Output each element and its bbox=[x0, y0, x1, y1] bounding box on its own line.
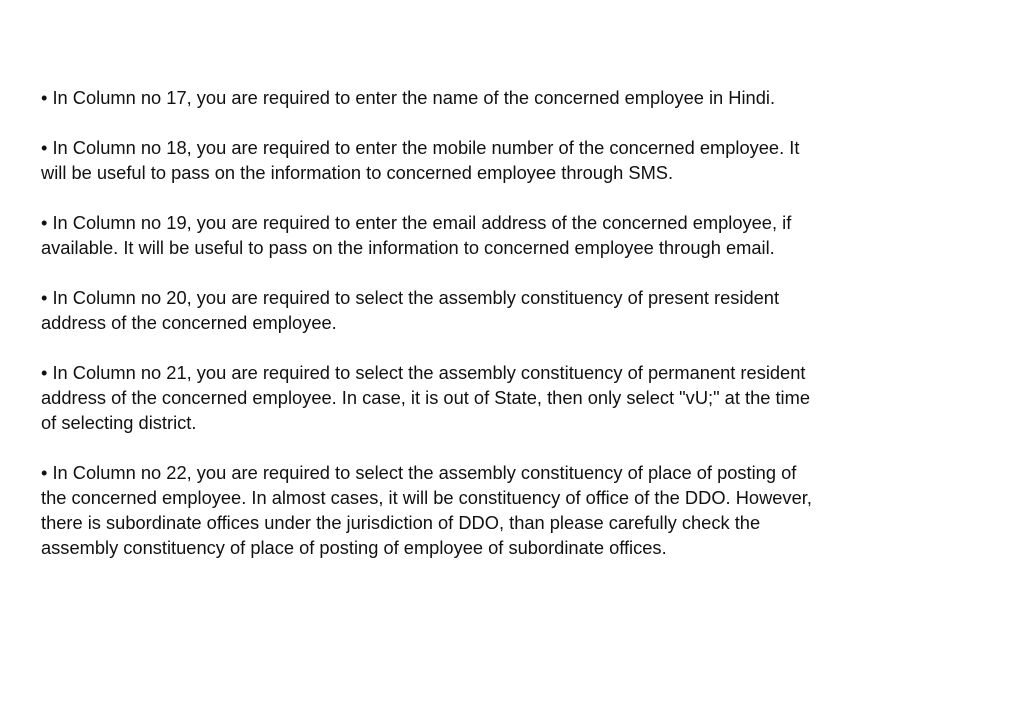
text-line: • In Column no 19, you are required to enter the email address of the concerned employee, if bbox=[41, 212, 792, 233]
text-line: there is subordinate offices under the jurisdiction of DDO, than please carefully check the bbox=[41, 512, 761, 533]
instruction-column-19 bbox=[41, 210, 941, 260]
instruction-column-20 bbox=[41, 285, 941, 335]
instruction-column-21 bbox=[41, 360, 941, 435]
text-line: • In Column no 20, you are required to select the assembly constituency of present resident bbox=[41, 287, 780, 308]
text-line: assembly constituency of place of posting of employee of subordinate offices. bbox=[41, 537, 667, 558]
text-line: the concerned employee. In almost cases, it will be constituency of office of the DDO. However, bbox=[41, 487, 812, 508]
text-line: of selecting district. bbox=[41, 412, 197, 433]
instruction-column-17 bbox=[41, 85, 941, 110]
text-line: will be useful to pass on the information to concerned employee through SMS. bbox=[41, 162, 674, 183]
text-line: address of the concerned employee. bbox=[41, 312, 337, 333]
instruction-column-18 bbox=[41, 135, 941, 185]
text-line: • In Column no 22, you are required to select the assembly constituency of place of posting of bbox=[41, 462, 797, 483]
instructions-text bbox=[41, 85, 941, 585]
text-line: • In Column no 18, you are required to enter the mobile number of the concerned employee. It bbox=[41, 137, 800, 158]
text-line: • In Column no 21, you are required to select the assembly constituency of permanent resident bbox=[41, 362, 806, 383]
text-line: • In Column no 17, you are required to enter the name of the concerned employee in Hindi. bbox=[41, 87, 776, 108]
text-line: available. It will be useful to pass on the information to concerned employee through email. bbox=[41, 237, 775, 258]
instruction-column-22 bbox=[41, 460, 941, 560]
text-line: address of the concerned employee. In case, it is out of State, then only select "vU;" at the time bbox=[41, 387, 811, 408]
